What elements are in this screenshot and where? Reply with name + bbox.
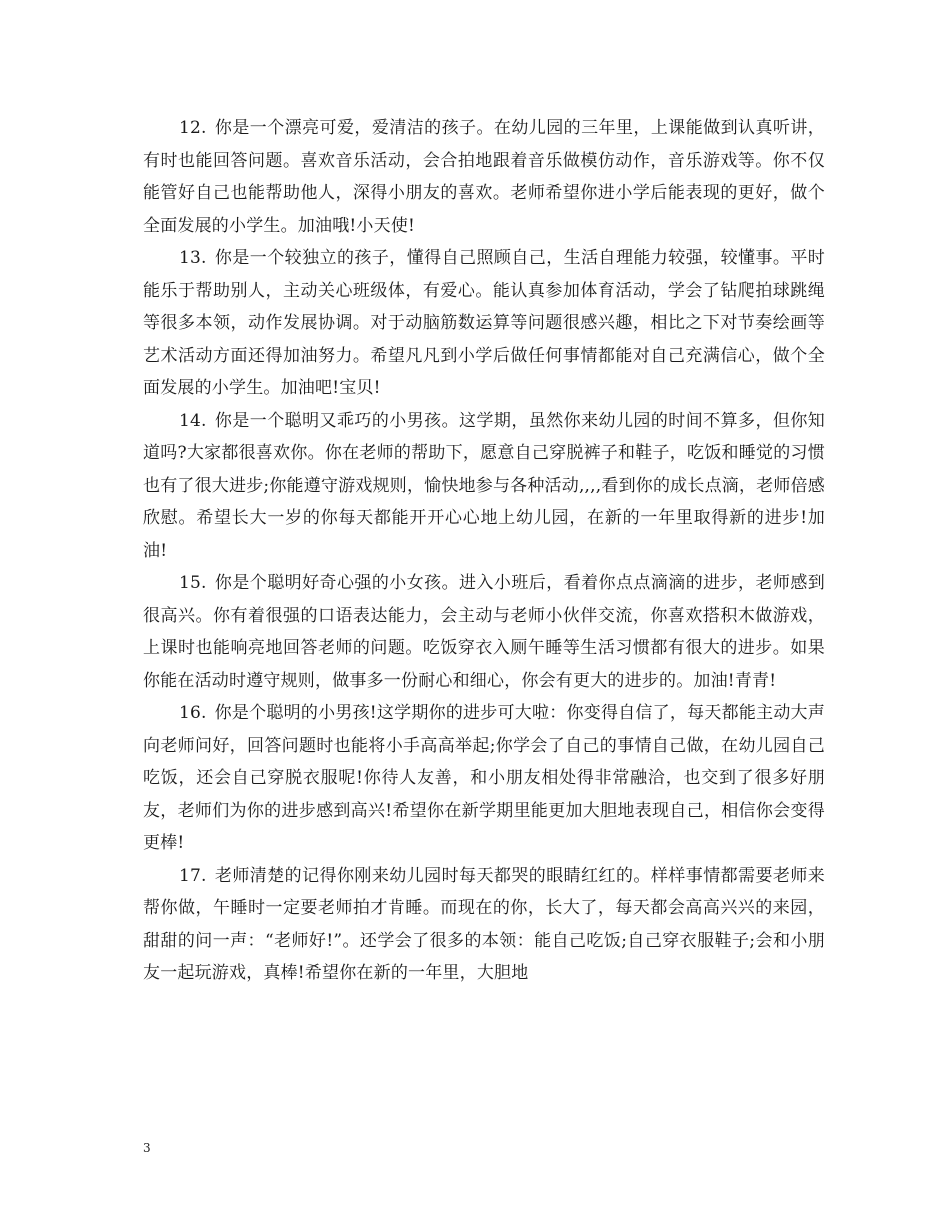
paragraph-16	[143, 697, 825, 860]
paragraph-text: 你是一个聪明又乖巧的小男孩。这学期，虽然你来幼儿园的时间不算多，但你知道吗?大家都很喜欢你。你在老师的帮助下，愿意自己穿脱裤子和鞋子，吃饭和睡觉的习惯也有了很大进步;你能遵守游戏规则，愉快地参与各种活动,,,,看到你的成长点滴，老师倍感欣慰。希望长大一岁的你每天都能开开心心地上幼儿园，在新的一年里取得新的进步!加油!	[143, 410, 825, 561]
paragraph-14	[143, 405, 825, 568]
paragraph-13	[143, 242, 825, 405]
paragraph-number: 14.	[179, 410, 207, 431]
paragraph-number: 16.	[179, 703, 207, 723]
paragraph-15	[143, 567, 825, 697]
paragraph-text: 你是一个较独立的孩子，懂得自己照顾自己，生活自理能力较强，较懂事。平时能乐于帮助别人，主动关心班级体，有爱心。能认真参加体育活动，学会了钻爬拍球跳绳等很多本领，动作发展协调。对于动脑筋数运算等问题很感兴趣，相比之下对节奏绘画等艺术活动方面还得加油努力。希望凡凡到小学后做任何事情都能对自己充满信心，做个全面发展的小学生。加油吧!宝贝!	[143, 248, 825, 398]
document-body	[143, 112, 825, 990]
paragraph-number: 17.	[179, 865, 207, 886]
page-number: 3	[143, 1141, 151, 1155]
paragraph-number: 13.	[179, 248, 207, 268]
paragraph-text: 你是个聪明好奇心强的小女孩。进入小班后，看着你点点滴滴的进步，老师感到很高兴。你有着很强的口语表达能力，会主动与老师小伙伴交流，你喜欢搭积木做游戏，上课时也能响亮地回答老师的问题。吃饭穿衣入厕午睡等生活习惯都有很大的进步。如果你能在活动时遵守规则，做事多一份耐心和细心，你会有更大的进步的。加油!青青!	[143, 573, 825, 691]
paragraph-number: 15.	[179, 573, 207, 593]
paragraph-text: 你是个聪明的小男孩!这学期你的进步可大啦：你变得自信了，每天都能主动大声向老师问好，回答问题时也能将小手高高举起;你学会了自己的事情自己做，在幼儿园自己吃饭，还会自己穿脱衣服呢!你待人友善，和小朋友相处得非常融洽，也交到了很多好朋友，老师们为你的进步感到高兴!希望你在新学期里能更加大胆地表现自己，相信你会变得更棒!	[143, 703, 825, 853]
paragraph-17	[143, 860, 825, 990]
paragraph-text: 老师清楚的记得你刚来幼儿园时每天都哭的眼睛红红的。样样事情都需要老师来帮你做，午睡时一定要老师拍才肯睡。而现在的你，长大了，每天都会高高兴兴的来园，甜甜的问一声：“老师好!”。还学会了很多的本领：能自己吃饭;自己穿衣服鞋子;会和小朋友一起玩游戏，真棒!希望你在新的一年里，大胆地	[143, 865, 825, 983]
paragraph-number: 12.	[179, 118, 207, 138]
paragraph-12	[143, 112, 825, 242]
paragraph-text: 你是一个漂亮可爱，爱清洁的孩子。在幼儿园的三年里，上课能做到认真听讲，有时也能回答问题。喜欢音乐活动，会合拍地跟着音乐做模仿动作，音乐游戏等。你不仅能管好自己也能帮助他人，深得小朋友的喜欢。老师希望你进小学后能表现的更好，做个全面发展的小学生。加油哦!小天使!	[143, 118, 825, 236]
